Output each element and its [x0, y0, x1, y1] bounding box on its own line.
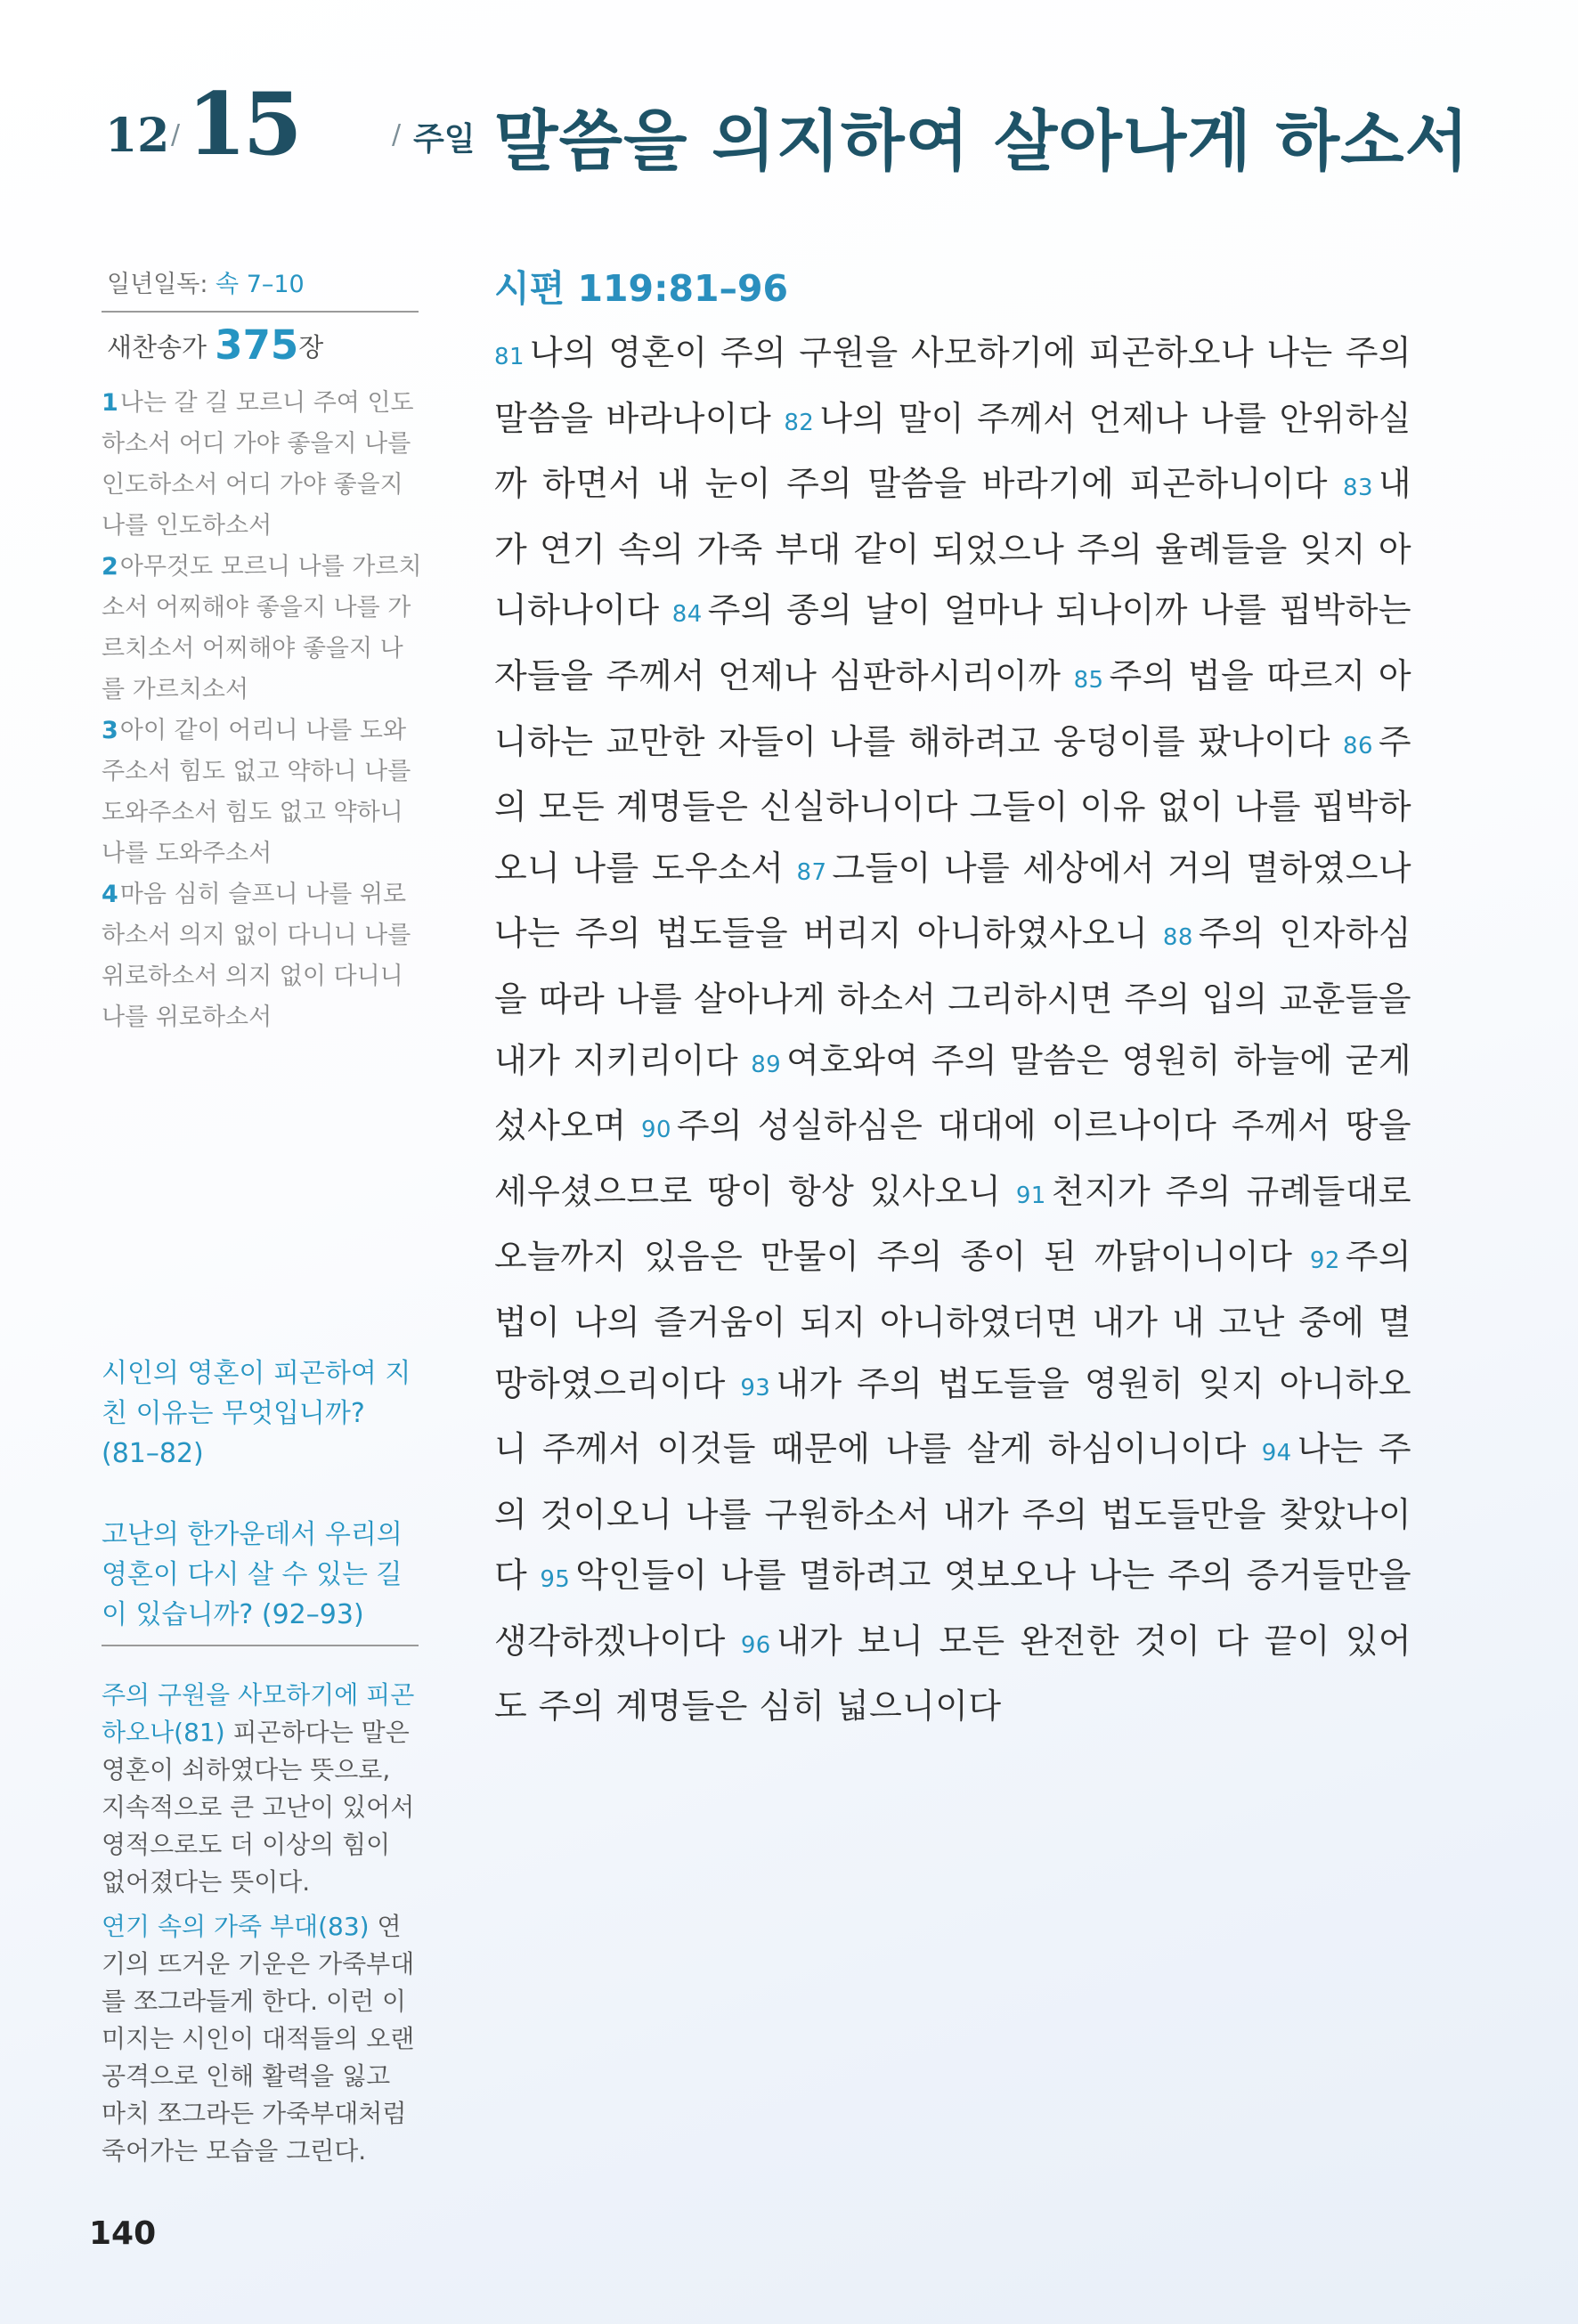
date-weekday: 주일	[413, 121, 476, 158]
verse-text: 나의 말이 주께서 언제나 나를 안위하실까 하면서 내 눈이 주의 말씀을 바라기에 피곤하니이다	[494, 398, 1411, 504]
note-text: 연기의 뜨거운 기운은 가죽부대를 쪼그라들게 한다. 이런 이미지는 시인이 대적들의 오랜 공격으로 인해 활력을 잃고 마치 쪼그라든 가죽부대처럼 죽어가는 모습을 그린다.	[102, 1912, 415, 2166]
study-notes	[102, 1677, 422, 2170]
verse-text: 악인들이 나를 멸하려고 엿보오나 나는 주의 증거들만을 생각하겠나이다	[494, 1556, 1411, 1661]
lyric-stanza	[102, 547, 422, 711]
reading-ref: 속 7–10	[216, 271, 305, 298]
passage-reference: 시편 119:81–96	[494, 267, 789, 310]
stanza-text: 아이 같이 어리니 나를 도와주소서 힘도 없고 약하니 나를 도와주소서 힘도 없고 약하니 나를 도와주소서	[102, 717, 411, 867]
note-term: 주의 구원을 사모하기에 피곤하오나(81)	[102, 1680, 415, 1747]
verse-number: 82	[784, 409, 815, 436]
verse-text: 주의 법이 나의 즐거움이 되지 아니하였더면 내가 내 고난 중에 멸망하였으리이다	[494, 1237, 1411, 1403]
verse-number: 94	[1261, 1440, 1292, 1467]
scripture-text	[494, 322, 1411, 1737]
verse-number: 91	[1015, 1182, 1046, 1209]
stanza-text: 아무것도 모르니 나를 가르치소서 어찌해야 좋을지 나를 가르치소서 어찌해야 좋을지 나를 가르치소서	[102, 553, 422, 703]
stanza-number: 4	[102, 881, 118, 908]
stanza-text: 나는 갈 길 모르니 주여 인도하소서 어디 가야 좋을지 나를 인도하소서 어디 가야 좋을지 나를 인도하소서	[102, 389, 414, 540]
note	[102, 1908, 422, 2170]
hymn-number: 375	[215, 321, 299, 369]
lyric-stanza	[102, 874, 422, 1038]
hymn-info	[107, 319, 324, 369]
reading-label: 일년일독:	[107, 271, 208, 298]
note-text: 피곤하다는 말은 영혼이 쇠하였다는 뜻으로, 지속적으로 큰 고난이 있어서 영적으로도 더 이상의 힘이 없어졌다는 뜻이다.	[102, 1718, 415, 1897]
page-number: 140	[89, 2215, 157, 2252]
reflection-questions	[102, 1353, 422, 1635]
verse-number: 83	[1343, 475, 1373, 502]
verse-number: 88	[1162, 924, 1193, 952]
verse-text: 주의 법을 따르지 아니하는 교만한 자들이 나를 해하려고 웅덩이를 팠나이다	[494, 655, 1411, 761]
date-month: 12	[105, 109, 170, 163]
note-term: 연기 속의 가죽 부대(83)	[102, 1912, 370, 1941]
verse-text: 내가 연기 속의 가죽 부대 같이 되었으나 주의 율례들을 잊지 아니하나이다	[494, 464, 1411, 630]
verse-number: 86	[1343, 732, 1373, 760]
verse-number: 87	[796, 858, 827, 886]
note	[102, 1677, 422, 1901]
verse-text: 주의 성실하심은 대대에 이르나이다 주께서 땅을 세우셨으므로 땅이 항상 있사오니	[494, 1106, 1412, 1211]
page-title: 말씀을 의지하여 살아나게 하소서	[494, 103, 1470, 180]
verse-number: 93	[740, 1374, 771, 1402]
question: 시인의 영혼이 피곤하여 지친 이유는 무엇입니까? (81–82)	[102, 1358, 411, 1469]
verse-text: 나는 주의 것이오니 나를 구원하소서 내가 주의 법도들만을 찾았나이다	[494, 1429, 1411, 1596]
verse-text: 여호와여 주의 말씀은 영원히 하늘에 굳게 섰사오며	[494, 1040, 1411, 1146]
verse-number: 89	[751, 1051, 782, 1078]
verse-text: 내가 보니 모든 완전한 것이 다 끝이 있어도 주의 계명들은 심히 넓으니이다	[494, 1621, 1411, 1727]
verse-text: 천지가 주의 규례들대로 오늘까지 있음은 만물이 주의 종이 된 까닭이니이다	[494, 1171, 1411, 1277]
sidebar-divider	[102, 1645, 419, 1646]
date-separator: /	[392, 119, 402, 150]
verse-number: 90	[641, 1117, 671, 1144]
hymn-label: 새찬송가	[107, 332, 207, 362]
verse-number: 92	[1309, 1247, 1340, 1275]
verse-number: 96	[740, 1631, 771, 1659]
verse-text: 주의 인자하심을 따라 나를 살아나게 하소서 그리하시면 주의 입의 교훈들을 내가 지키리이다	[494, 914, 1411, 1080]
lyric-stanza	[102, 711, 422, 874]
verse-number: 84	[671, 601, 703, 629]
stanza-text: 마음 심히 슬프니 나를 위로하소서 의지 없이 다니니 나를 위로하소서 의지 없이 다니니 나를 위로하소서	[102, 881, 411, 1031]
date-day: 15	[187, 74, 299, 175]
stanza-number: 1	[102, 389, 118, 417]
stanza-number: 3	[102, 717, 118, 744]
reading-plan	[107, 264, 305, 299]
lyric-stanza	[102, 383, 422, 547]
verse-text: 주의 종의 날이 얼마나 되나이까 나를 핍박하는 자들을 주께서 언제나 심판하시리이까	[494, 590, 1411, 695]
verse-number: 81	[494, 344, 525, 370]
question: 고난의 한가운데서 우리의 영혼이 다시 살 수 있는 길이 있습니까? (92–93)	[102, 1519, 403, 1630]
verse-text: 내가 주의 법도들을 영원히 잊지 아니하오니 주께서 이것들 때문에 나를 살게 하심이니이다	[494, 1363, 1412, 1469]
hymn-suffix: 장	[298, 332, 324, 362]
date-separator: /	[171, 119, 181, 150]
sidebar-divider	[102, 311, 419, 313]
verse-text: 그들이 나를 세상에서 거의 멸하였으나 나는 주의 법도들을 버리지 아니하였사오니	[494, 848, 1411, 954]
stanza-number: 2	[102, 553, 118, 581]
verse-text: 주의 모든 계명들은 신실하니이다 그들이 이유 없이 나를 핍박하오니 나를 도우소서	[494, 721, 1411, 888]
verse-text: 나의 영혼이 주의 구원을 사모하기에 피곤하오나 나는 주의 말씀을 바라나이다	[494, 333, 1411, 438]
verse-number: 85	[1073, 666, 1104, 694]
hymn-lyrics	[102, 383, 422, 1038]
verse-number: 95	[540, 1566, 571, 1594]
